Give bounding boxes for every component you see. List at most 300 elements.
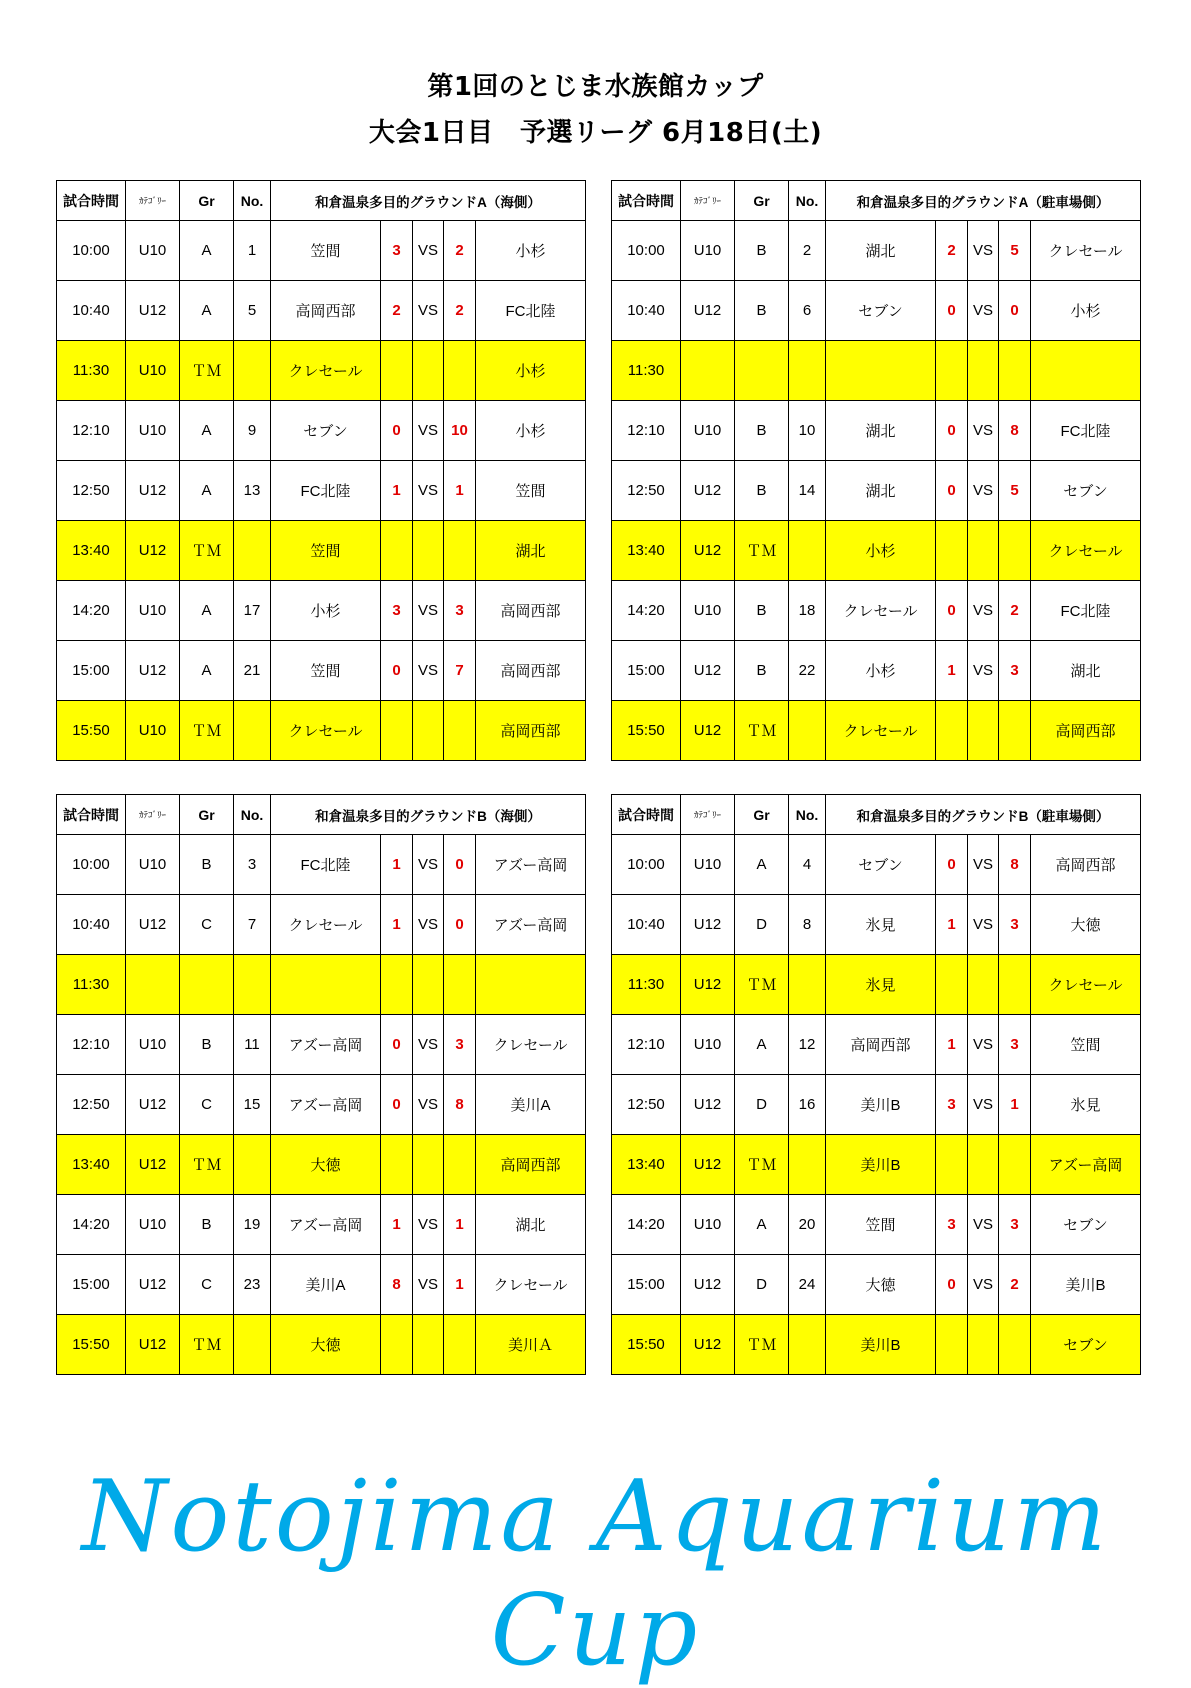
cell-away-team [476, 955, 586, 1015]
table-row [612, 835, 1141, 895]
cell-home-team: FC北陸 [271, 461, 381, 521]
cell-home-score: 1 [381, 461, 413, 521]
cell-category: U10 [681, 1195, 735, 1255]
cell-home-score: 1 [936, 641, 968, 701]
cell-away-team [1031, 341, 1141, 401]
cell-home-score: 1 [936, 1015, 968, 1075]
cell-time: 14:20 [612, 1195, 681, 1255]
table-row [612, 701, 1141, 761]
cell-match-no [234, 955, 271, 1015]
cell-time: 14:20 [57, 1195, 126, 1255]
cell-away-score [444, 521, 476, 581]
cell-match-no: 12 [789, 1015, 826, 1075]
cell-group: ＴＭ [735, 1135, 789, 1195]
cell-away-score: 3 [999, 895, 1031, 955]
cell-time: 10:40 [57, 895, 126, 955]
cell-home-team: 美川A [271, 1255, 381, 1315]
cell-vs: VS [413, 895, 444, 955]
header-row [57, 181, 586, 221]
header-group: Gr [735, 795, 789, 835]
cell-home-score [936, 701, 968, 761]
cell-group: B [180, 1195, 234, 1255]
cell-category [126, 955, 180, 1015]
cell-category: U12 [681, 641, 735, 701]
cell-away-score: 5 [999, 461, 1031, 521]
cell-time: 15:00 [612, 641, 681, 701]
cell-away-team: セブン [1031, 461, 1141, 521]
table-row [57, 835, 586, 895]
cell-time: 12:50 [57, 461, 126, 521]
cell-vs [413, 701, 444, 761]
table-row [57, 1255, 586, 1315]
cell-time: 12:50 [612, 461, 681, 521]
cell-category: U10 [681, 835, 735, 895]
cell-match-no: 16 [789, 1075, 826, 1135]
cell-away-score [999, 955, 1031, 1015]
cell-home-score: 0 [936, 281, 968, 341]
cell-category: U12 [681, 1315, 735, 1375]
cell-away-team: アズー高岡 [1031, 1135, 1141, 1195]
cell-time: 10:00 [57, 221, 126, 281]
cell-group: B [735, 461, 789, 521]
header-category: ｶﾃｺﾞﾘｰ [681, 181, 735, 221]
cell-away-team: FC北陸 [476, 281, 586, 341]
header-category: ｶﾃｺﾞﾘｰ [681, 795, 735, 835]
cell-home-team: 笠間 [271, 521, 381, 581]
cell-away-score: 0 [444, 895, 476, 955]
cell-away-team: 小杉 [476, 341, 586, 401]
table-row [612, 1075, 1141, 1135]
cell-category: U12 [681, 281, 735, 341]
cell-time: 13:40 [612, 521, 681, 581]
cell-vs: VS [413, 461, 444, 521]
cell-group [735, 341, 789, 401]
cell-home-score [936, 521, 968, 581]
cell-category: U12 [126, 521, 180, 581]
cell-category: U10 [681, 401, 735, 461]
cell-time: 15:00 [612, 1255, 681, 1315]
cell-category: U10 [126, 1195, 180, 1255]
cell-away-score: 2 [444, 281, 476, 341]
cell-category: U10 [126, 401, 180, 461]
cell-category: U12 [681, 1255, 735, 1315]
header-row [57, 795, 586, 835]
cell-match-no: 3 [234, 835, 271, 895]
cell-away-team: 高岡西部 [476, 1135, 586, 1195]
cell-group: A [180, 581, 234, 641]
cell-vs [968, 701, 999, 761]
cell-group: ＴＭ [735, 1315, 789, 1375]
cell-home-score: 0 [381, 641, 413, 701]
cell-match-no: 8 [789, 895, 826, 955]
cell-match-no: 22 [789, 641, 826, 701]
cell-match-no: 5 [234, 281, 271, 341]
cell-match-no: 23 [234, 1255, 271, 1315]
cell-home-team: クレセール [271, 895, 381, 955]
cell-vs: VS [413, 835, 444, 895]
cell-group: B [735, 581, 789, 641]
table-row [612, 281, 1141, 341]
cell-home-score: 3 [381, 581, 413, 641]
cell-away-team: 高岡西部 [1031, 835, 1141, 895]
cell-away-score: 1 [444, 1195, 476, 1255]
table-row [612, 955, 1141, 1015]
cell-vs: VS [968, 641, 999, 701]
cell-group: B [735, 281, 789, 341]
cell-away-score [999, 341, 1031, 401]
header-ground: 和倉温泉多目的グラウンドA（海側） [271, 181, 586, 221]
table-row [612, 521, 1141, 581]
table-row [57, 1315, 586, 1375]
cell-away-team: 美川B [1031, 1255, 1141, 1315]
cell-vs: VS [968, 221, 999, 281]
cell-group: B [735, 221, 789, 281]
cell-group: C [180, 895, 234, 955]
cell-group: B [735, 641, 789, 701]
cell-home-team: 美川B [826, 1315, 936, 1375]
cell-home-team: FC北陸 [271, 835, 381, 895]
cell-away-score: 8 [999, 835, 1031, 895]
cell-time: 10:40 [57, 281, 126, 341]
cell-away-score [999, 1135, 1031, 1195]
cell-home-team: クレセール [826, 581, 936, 641]
table-row [57, 221, 586, 281]
cell-category: U12 [126, 895, 180, 955]
cell-away-score: 5 [999, 221, 1031, 281]
table-row [612, 401, 1141, 461]
cell-vs: VS [413, 641, 444, 701]
cell-match-no [789, 1135, 826, 1195]
cell-time: 12:50 [612, 1075, 681, 1135]
cell-time: 14:20 [57, 581, 126, 641]
cell-match-no: 10 [789, 401, 826, 461]
schedule-table-ground-b-parking [611, 794, 1141, 1375]
cell-away-score: 0 [999, 281, 1031, 341]
cell-away-score: 8 [999, 401, 1031, 461]
cell-match-no: 17 [234, 581, 271, 641]
cell-category: U12 [126, 1075, 180, 1135]
cell-home-team: セブン [826, 281, 936, 341]
cell-match-no: 24 [789, 1255, 826, 1315]
cell-home-team: 氷見 [826, 955, 936, 1015]
cell-time: 11:30 [612, 955, 681, 1015]
cell-group: A [180, 281, 234, 341]
table-row [57, 581, 586, 641]
header-row [612, 795, 1141, 835]
header-time: 試合時間 [57, 181, 126, 221]
cell-group: C [180, 1255, 234, 1315]
cell-time: 15:50 [612, 701, 681, 761]
cell-group: ＴＭ [735, 701, 789, 761]
cell-category: U12 [681, 701, 735, 761]
cell-group: D [735, 895, 789, 955]
cell-home-score: 0 [381, 401, 413, 461]
cell-home-score: 3 [936, 1075, 968, 1135]
cell-home-score [381, 341, 413, 401]
cell-group: ＴＭ [180, 341, 234, 401]
cell-vs: VS [413, 401, 444, 461]
cell-away-team: 高岡西部 [476, 701, 586, 761]
cell-category: U12 [681, 461, 735, 521]
cell-group: A [180, 461, 234, 521]
cell-away-score: 2 [999, 1255, 1031, 1315]
cell-group: B [180, 835, 234, 895]
cell-match-no: 9 [234, 401, 271, 461]
header-ground: 和倉温泉多目的グラウンドA（駐車場側） [826, 181, 1141, 221]
header-time: 試合時間 [612, 181, 681, 221]
cell-group: C [180, 1075, 234, 1135]
cell-home-team: クレセール [271, 341, 381, 401]
header-category: ｶﾃｺﾞﾘｰ [126, 181, 180, 221]
cell-home-score: 0 [936, 401, 968, 461]
cell-home-team [826, 341, 936, 401]
cell-home-team: アズー高岡 [271, 1195, 381, 1255]
header-ground: 和倉温泉多目的グラウンドB（海側） [271, 795, 586, 835]
cell-time: 10:40 [612, 281, 681, 341]
header-category: ｶﾃｺﾞﾘｰ [126, 795, 180, 835]
cell-away-team: 高岡西部 [476, 641, 586, 701]
header-no: No. [789, 181, 826, 221]
cell-match-no: 6 [789, 281, 826, 341]
cell-home-score: 3 [936, 1195, 968, 1255]
cell-category: U10 [126, 221, 180, 281]
cell-category: U10 [681, 1015, 735, 1075]
table-row [57, 1075, 586, 1135]
cell-match-no: 18 [789, 581, 826, 641]
header-group: Gr [180, 795, 234, 835]
table-row [57, 401, 586, 461]
cell-match-no [789, 955, 826, 1015]
schedule-table-ground-a-sea [56, 180, 586, 761]
cell-vs: VS [968, 401, 999, 461]
cell-vs: VS [413, 1255, 444, 1315]
cell-away-score [444, 341, 476, 401]
header-no: No. [234, 181, 271, 221]
cell-home-score [936, 341, 968, 401]
cell-category: U10 [126, 581, 180, 641]
cell-vs: VS [413, 1195, 444, 1255]
cell-away-score [999, 701, 1031, 761]
table-row [612, 1135, 1141, 1195]
cell-home-score: 0 [936, 1255, 968, 1315]
cell-time: 11:30 [57, 341, 126, 401]
cell-category [681, 341, 735, 401]
cell-away-team: 氷見 [1031, 1075, 1141, 1135]
cell-category: U12 [126, 281, 180, 341]
cell-vs: VS [968, 1075, 999, 1135]
cell-category: U12 [681, 1075, 735, 1135]
cell-time: 10:00 [612, 835, 681, 895]
cell-away-score: 3 [999, 1015, 1031, 1075]
cell-category: U12 [126, 1315, 180, 1375]
cell-home-score: 3 [381, 221, 413, 281]
cell-group: ＴＭ [735, 955, 789, 1015]
footer-banner: Notojima Aquarium Cup [81, 1460, 1110, 1688]
cell-away-team: 笠間 [1031, 1015, 1141, 1075]
cell-group: A [735, 1195, 789, 1255]
cell-away-team: クレセール [476, 1255, 586, 1315]
cell-away-team: アズー高岡 [476, 835, 586, 895]
cell-home-score [381, 521, 413, 581]
cell-time: 12:10 [612, 1015, 681, 1075]
cell-vs: VS [413, 581, 444, 641]
table-row [57, 895, 586, 955]
cell-vs: VS [968, 1255, 999, 1315]
page-title: 第1回のとじま水族館カップ [427, 72, 764, 102]
cell-time: 14:20 [612, 581, 681, 641]
cell-vs: VS [968, 895, 999, 955]
header-ground: 和倉温泉多目的グラウンドB（駐車場側） [826, 795, 1141, 835]
cell-vs [968, 955, 999, 1015]
cell-match-no: 1 [234, 221, 271, 281]
cell-away-team: 小杉 [476, 401, 586, 461]
table-row [612, 461, 1141, 521]
cell-time: 13:40 [57, 521, 126, 581]
header-row [612, 181, 1141, 221]
cell-vs [413, 955, 444, 1015]
cell-time: 12:50 [57, 1075, 126, 1135]
cell-home-score [936, 1315, 968, 1375]
cell-match-no: 21 [234, 641, 271, 701]
cell-vs: VS [413, 1075, 444, 1135]
table-row [57, 1135, 586, 1195]
cell-vs [413, 341, 444, 401]
cell-home-team: セブン [826, 835, 936, 895]
cell-group: A [735, 1015, 789, 1075]
cell-match-no [789, 341, 826, 401]
cell-home-team: 湖北 [826, 401, 936, 461]
cell-home-team: 小杉 [826, 641, 936, 701]
table-row [57, 641, 586, 701]
cell-away-score: 2 [444, 221, 476, 281]
cell-away-team: 大徳 [1031, 895, 1141, 955]
cell-home-team: 湖北 [826, 221, 936, 281]
cell-home-score: 0 [936, 461, 968, 521]
cell-home-score [381, 1315, 413, 1375]
cell-home-score: 1 [936, 895, 968, 955]
table-row [57, 955, 586, 1015]
cell-match-no: 2 [789, 221, 826, 281]
table-row [612, 581, 1141, 641]
cell-home-score [936, 955, 968, 1015]
cell-vs [413, 1135, 444, 1195]
cell-time: 10:40 [612, 895, 681, 955]
cell-home-team: 大徳 [271, 1135, 381, 1195]
cell-home-team: 小杉 [271, 581, 381, 641]
table-row [612, 341, 1141, 401]
cell-match-no [789, 1315, 826, 1375]
cell-vs: VS [968, 1195, 999, 1255]
cell-home-score: 1 [381, 1195, 413, 1255]
schedule-table-ground-b-sea [56, 794, 586, 1375]
cell-home-team: 美川B [826, 1075, 936, 1135]
cell-category: U12 [126, 641, 180, 701]
cell-group: D [735, 1255, 789, 1315]
cell-away-score: 1 [444, 1255, 476, 1315]
cell-time: 15:00 [57, 1255, 126, 1315]
cell-away-score: 1 [444, 461, 476, 521]
cell-home-team: 笠間 [271, 641, 381, 701]
cell-away-score: 7 [444, 641, 476, 701]
cell-category: U12 [681, 895, 735, 955]
cell-away-score [444, 1315, 476, 1375]
cell-home-team [271, 955, 381, 1015]
cell-time: 11:30 [57, 955, 126, 1015]
cell-home-team: アズー高岡 [271, 1075, 381, 1135]
cell-time: 11:30 [612, 341, 681, 401]
cell-home-team: 大徳 [271, 1315, 381, 1375]
cell-time: 13:40 [57, 1135, 126, 1195]
cell-vs [413, 1315, 444, 1375]
cell-away-score: 2 [999, 581, 1031, 641]
cell-vs [968, 1315, 999, 1375]
cell-home-score [381, 1135, 413, 1195]
cell-away-score [444, 1135, 476, 1195]
header-group: Gr [180, 181, 234, 221]
cell-home-score: 1 [381, 895, 413, 955]
cell-match-no: 13 [234, 461, 271, 521]
header-no: No. [234, 795, 271, 835]
cell-away-score: 3 [444, 581, 476, 641]
cell-match-no: 19 [234, 1195, 271, 1255]
table-row [57, 521, 586, 581]
table-row [57, 1015, 586, 1075]
table-row [612, 1315, 1141, 1375]
cell-home-team: 高岡西部 [271, 281, 381, 341]
cell-home-score: 0 [936, 835, 968, 895]
cell-group: B [180, 1015, 234, 1075]
cell-vs: VS [968, 461, 999, 521]
cell-match-no: 15 [234, 1075, 271, 1135]
cell-group: D [735, 1075, 789, 1135]
cell-away-team: 美川A [476, 1075, 586, 1135]
cell-match-no [789, 701, 826, 761]
cell-home-team: 笠間 [271, 221, 381, 281]
table-row [57, 1195, 586, 1255]
cell-away-score [999, 1315, 1031, 1375]
cell-group: A [180, 401, 234, 461]
cell-time: 10:00 [612, 221, 681, 281]
cell-away-score [999, 521, 1031, 581]
header-group: Gr [735, 181, 789, 221]
cell-away-score: 10 [444, 401, 476, 461]
cell-category: U12 [681, 521, 735, 581]
cell-category: U12 [681, 955, 735, 1015]
cell-group: ＴＭ [735, 521, 789, 581]
cell-home-team: 小杉 [826, 521, 936, 581]
cell-time: 10:00 [57, 835, 126, 895]
cell-away-team: 笠間 [476, 461, 586, 521]
cell-vs: VS [968, 281, 999, 341]
cell-match-no [234, 521, 271, 581]
cell-group: A [180, 641, 234, 701]
table-row [612, 1255, 1141, 1315]
cell-time: 12:10 [57, 1015, 126, 1075]
cell-time: 15:50 [57, 701, 126, 761]
cell-home-team: アズー高岡 [271, 1015, 381, 1075]
cell-category: U10 [126, 341, 180, 401]
cell-group: ＴＭ [180, 1135, 234, 1195]
cell-group: ＴＭ [180, 521, 234, 581]
cell-match-no: 7 [234, 895, 271, 955]
cell-home-score [936, 1135, 968, 1195]
cell-vs [413, 521, 444, 581]
cell-away-team: クレセール [476, 1015, 586, 1075]
cell-category: U10 [126, 835, 180, 895]
cell-vs: VS [413, 221, 444, 281]
table-row [612, 1015, 1141, 1075]
cell-category: U12 [126, 1255, 180, 1315]
